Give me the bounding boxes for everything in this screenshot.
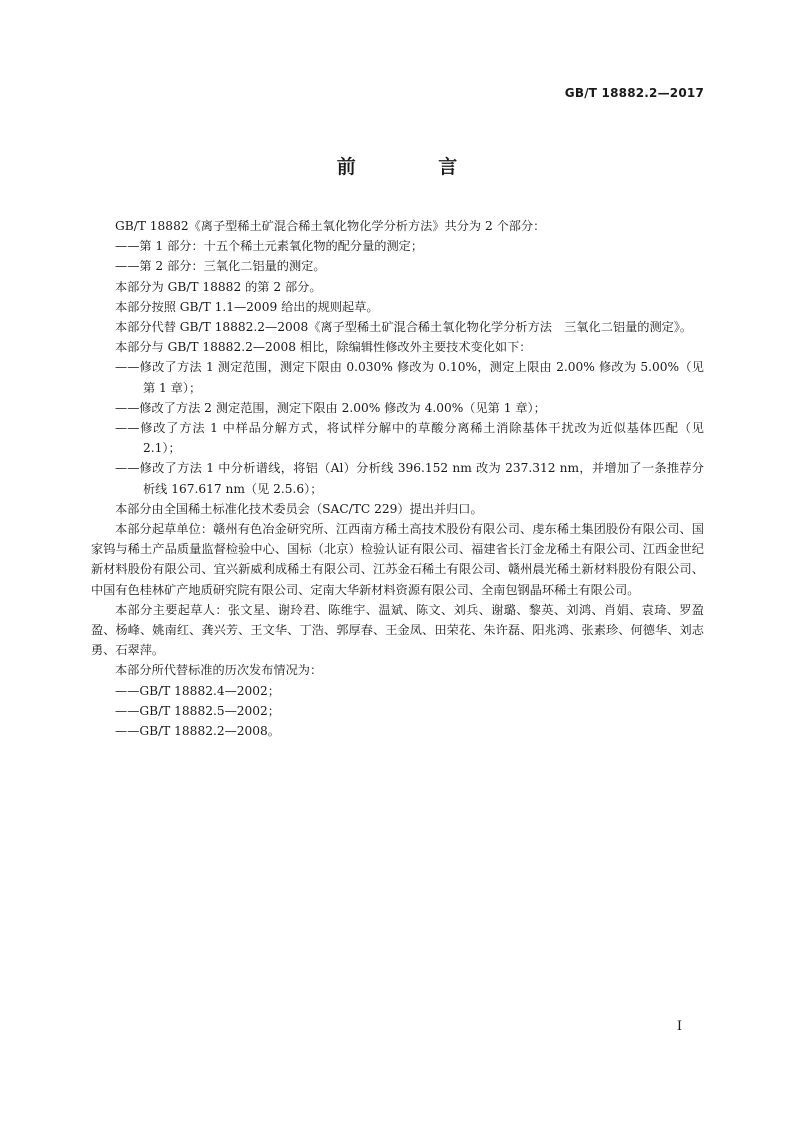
history-intro: 本部分所代替标准的历次发布情况为：: [115, 663, 323, 678]
main-drafters: 本部分主要起草人：张文星、谢玲君、陈维宇、温斌、陈文、刘兵、谢璐、黎英、刘鸿、肖娟、袁琦、罗盈盈、杨峰、姚南红、龚兴芳、王文华、丁浩、郭厚春、王金凤、田荣花、朱许磊、阳兆鸿、张素珍、何德华、刘志勇、石翠萍。: [91, 602, 704, 658]
history-item: ——GB/T 18882.4—2002；: [115, 683, 280, 698]
part-statement: 本部分为 GB/T 18882 的第 2 部分。: [115, 279, 322, 294]
replacement-statement: 本部分代替 GB/T 18882.2—2008《离子型稀土矿混合稀土氧化物化学分析方法 三氧化二铝量的测定》。: [115, 320, 693, 335]
change-item-4: ——修改了方法 1 中分析谱线，将铝（Al）分析线 396.152 nm 改为 237.312 nm，并增加了一条推荐分析线 167.617 nm（见 2.5.6）；: [115, 461, 704, 496]
change-item-2: ——修改了方法 2 测定范围，测定下限由 2.00% 修改为 4.00%（见第 1 章）；: [115, 400, 546, 415]
proposer-statement: 本部分由全国稀土标准化技术委员会（SAC/TC 229）提出并归口。: [115, 501, 483, 516]
drafting-units: 本部分起草单位：赣州有色冶金研究所、江西南方稀土高技术股份有限公司、虔东稀土集团股份有限公司、国家钨与稀土产品质量监督检验中心、国标（北京）检验认证有限公司、福建省长汀金龙稀土有限公司、江西金世纪新材料股份有限公司、宜兴新威利成稀土有限公司、江苏金石稀土有限公司、赣州晨光稀土新材料股份有限公司、中国有色桂林矿产地质研究院有限公司、定南大华新材料资源有限公司、全南包钢晶环稀土有限公司。: [91, 522, 704, 597]
change-item-1: ——修改了方法 1 测定范围，测定下限由 0.030% 修改为 0.10%，测定上限由 2.00% 修改为 5.00%（见第 1 章）；: [115, 360, 704, 395]
foreword-body: [91, 216, 704, 741]
change-item-3: ——修改了方法 1 中样品分解方式，将试样分解中的草酸分离稀土消除基体干扰改为近似基体匹配（见 2.1）；: [115, 421, 704, 456]
drafting-rules: 本部分按照 GB/T 1.1—2009 给出的规则起草。: [115, 299, 379, 314]
standard-number: GB/T 18882.2—2017: [564, 86, 704, 100]
part-2-item: ——第 2 部分：三氧化二铝量的测定。: [115, 259, 326, 274]
intro-paragraph: GB/T 18882《离子型稀土矿混合稀土氧化物化学分析方法》共分为 2 个部分：: [115, 219, 546, 233]
changes-intro: 本部分与 GB/T 18882.2—2008 相比，除编辑性修改外主要技术变化如下：: [115, 340, 532, 355]
history-item: ——GB/T 18882.2—2008。: [115, 724, 280, 739]
page-number: I: [676, 1019, 682, 1034]
part-1-item: ——第 1 部分：十五个稀土元素氧化物的配分量的测定；: [115, 239, 424, 254]
page-title: 前 言: [336, 156, 496, 178]
history-item: ——GB/T 18882.5—2002；: [115, 703, 280, 718]
